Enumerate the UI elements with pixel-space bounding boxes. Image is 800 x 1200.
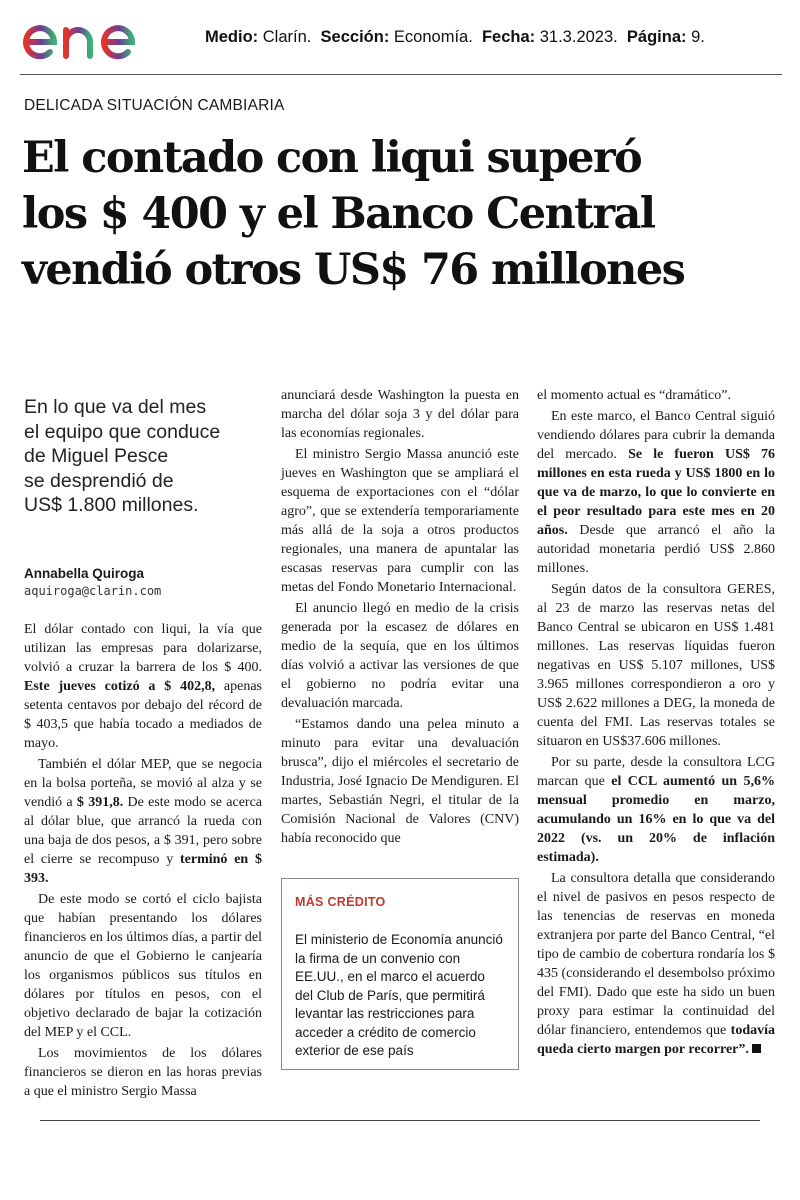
text-run: Por su parte, desde la consultora LCG marcan que <box>537 755 775 789</box>
text-bold: Se le fueron US$ 76 millones en esta rueda y US$ 1800 en lo que va de marzo, lo que lo convierte en el peor resultado para este mes en 20 años. <box>537 447 775 538</box>
paragraph: Los movimientos de los dólares financieros se dieron en las horas previas a que el ministro Sergio Massa <box>24 1045 262 1099</box>
summary-line: de Miguel Pesce <box>24 445 169 467</box>
headline-line: vendió otros US$ 76 millones <box>22 245 685 295</box>
summary-line: se desprendió de <box>24 469 174 492</box>
paragraph <box>537 753 775 867</box>
paragraph <box>24 755 262 888</box>
column-1 <box>24 380 262 1103</box>
footer-divider <box>40 1120 760 1121</box>
source-info <box>205 28 705 47</box>
text-run: De este modo se acerca al dólar blue, que arrancó la rueda con una baja de dos pesos, a $ 391, pero sobre el cierre se recompuso y <box>24 794 263 867</box>
author-email: aquiroga@clarin.com <box>24 583 162 598</box>
enel-logo <box>20 6 180 68</box>
headline-line: El contado con liqui superó <box>22 133 642 183</box>
box-title: MÁS CRÉDITO <box>295 895 386 909</box>
text-run: También el dólar MEP, que se negocia en la bolsa porteña, se movió al alza y se vendió a <box>24 756 262 810</box>
author-name: Annabella Quiroga <box>24 565 145 581</box>
article-body-col2 <box>281 386 519 848</box>
article-summary <box>24 395 262 518</box>
text-run: apenas setenta centavos por debajo del récord de $ 403,5 que había tocado a mediados de mayo. <box>24 678 263 751</box>
text-run: Desde que arrancó el año la autoridad monetaria perdió US$ 2.860 millones. <box>537 523 775 576</box>
medio-value: Clarín. <box>262 28 312 46</box>
paragraph <box>537 407 775 578</box>
seccion-value: Economía. <box>393 28 473 46</box>
fecha-label: Fecha: <box>481 28 536 46</box>
seccion-label: Sección: <box>320 28 390 46</box>
paragraph <box>537 869 775 1059</box>
summary-line: En lo que va del mes <box>24 396 207 418</box>
paragraph <box>24 620 262 753</box>
article-headline <box>22 130 792 298</box>
article-body-col3 <box>537 386 775 1059</box>
paragraph: De este modo se cortó el ciclo bajista que habían presentando los dólares financieros en los últimos días, a partir del anuncio de que el Gobierno le canjearía los organismos públicos sus títulos en dólares por títulos en pesos, con el objetivo declarado de bajar la cotización del MEP y el CCL. <box>24 891 262 1040</box>
pagina-label: Página: <box>626 28 687 46</box>
text-run: La consultora detalla que considerando el nivel de pasivos en pesos respecto de las tenencias de reservas en moneda extranjera por parte del Banco Central, “el tipo de cambio de cobertura rondaría los $ 435 (considerando el desembolso próximo del FMI). Dado que este ha sido un buen proxy para estimar la continuidad del dólar financiero, entendemos que <box>537 871 775 1038</box>
fecha-value: 31.3.2023. <box>539 28 618 46</box>
text-bold: todavía queda cierto margen por recorrer”. <box>537 1023 775 1057</box>
medio-label: Medio: <box>205 28 259 46</box>
headline-line: los $ 400 y el Banco Central <box>22 189 655 239</box>
pagina-value: 9. <box>691 28 705 46</box>
box-text: El ministerio de Economía anunció la firma de un convenio con EE.UU., en el marco el acuerdo del Club de París, que permitirá levantar las restricciones para acceder a crédito de comercio exterior de ese país <box>295 932 503 1058</box>
column-2 <box>281 386 519 850</box>
text-bold: $ 391,8. <box>76 794 124 810</box>
paragraph: el momento actual es “dramático”. <box>537 388 731 403</box>
article-kicker: DELICADA SITUACIÓN CAMBIARIA <box>24 97 285 114</box>
summary-line: US$ 1.800 millones. <box>24 494 199 516</box>
paragraph: El anuncio llegó en medio de la crisis generada por la escasez de dólares en medio de la sequía, que en los últimos días volvió a activar las versiones de que el gobierno no podría evitar una devaluación marcada. <box>281 601 519 711</box>
column-3 <box>537 386 775 1061</box>
paragraph: El ministro Sergio Massa anunció este jueves en Washington que se ampliará el esquema de exportaciones con el “dólar agro”, que se extendería temporariamente más allá de la soja a otros productos regionales, una manera de apuntalar las escasas reservas para cumplir con las metas del Fondo Monetario Internacional. <box>281 447 519 595</box>
paragraph: anunciará desde Washington la puesta en marcha del dólar soja 3 y del dólar para las economías regionales. <box>281 388 519 441</box>
text-bold: terminó en $ 393. <box>24 851 262 886</box>
text-run: El dólar contado con liqui, la vía que utilizan las empresas para dolarizarse, volvió a cruzar la barrera de los $ 400. <box>24 621 262 675</box>
end-mark-icon <box>752 1044 761 1053</box>
article-body-col1 <box>24 620 262 1101</box>
text-bold: el CCL aumentó un 5,6% mensual promedio en marzo, acumulando un 16% en lo que va del 2022 (vs. un 20% de inflación estimada). <box>537 774 775 865</box>
header-divider <box>20 74 782 75</box>
summary-line: el equipo que conduce <box>24 420 221 443</box>
text-bold: Este jueves cotizó a $ 402,8, <box>24 678 216 694</box>
text-run: En este marco, el Banco Central siguió vendiendo dólares para cubrir la demanda del mercado. <box>537 409 775 462</box>
paragraph: Según datos de la consultora GERES, al 23 de marzo las reservas netas del Banco Central se ubicaron en US$ 1.481 millones. Las reservas líquidas fueron negativas en US$ 5.107 millones, US$ 3.965 millones correspondieron a oro y US$ 2.622 millones a DEG, la moneda de cuenta del FMI. Las reservas totales se situaron en US$37.606 millones. <box>537 582 775 749</box>
mas-credito-box <box>281 878 519 1070</box>
paragraph: “Estamos dando una pelea minuto a minuto para evitar una devaluación brusca”, dijo el miércoles el secretario de Industria, José Ignacio De Mendiguren. El martes, Sebastián Negri, el titular de la Comisión Nacional de Valores (CNV) había reconocido que <box>281 717 519 846</box>
